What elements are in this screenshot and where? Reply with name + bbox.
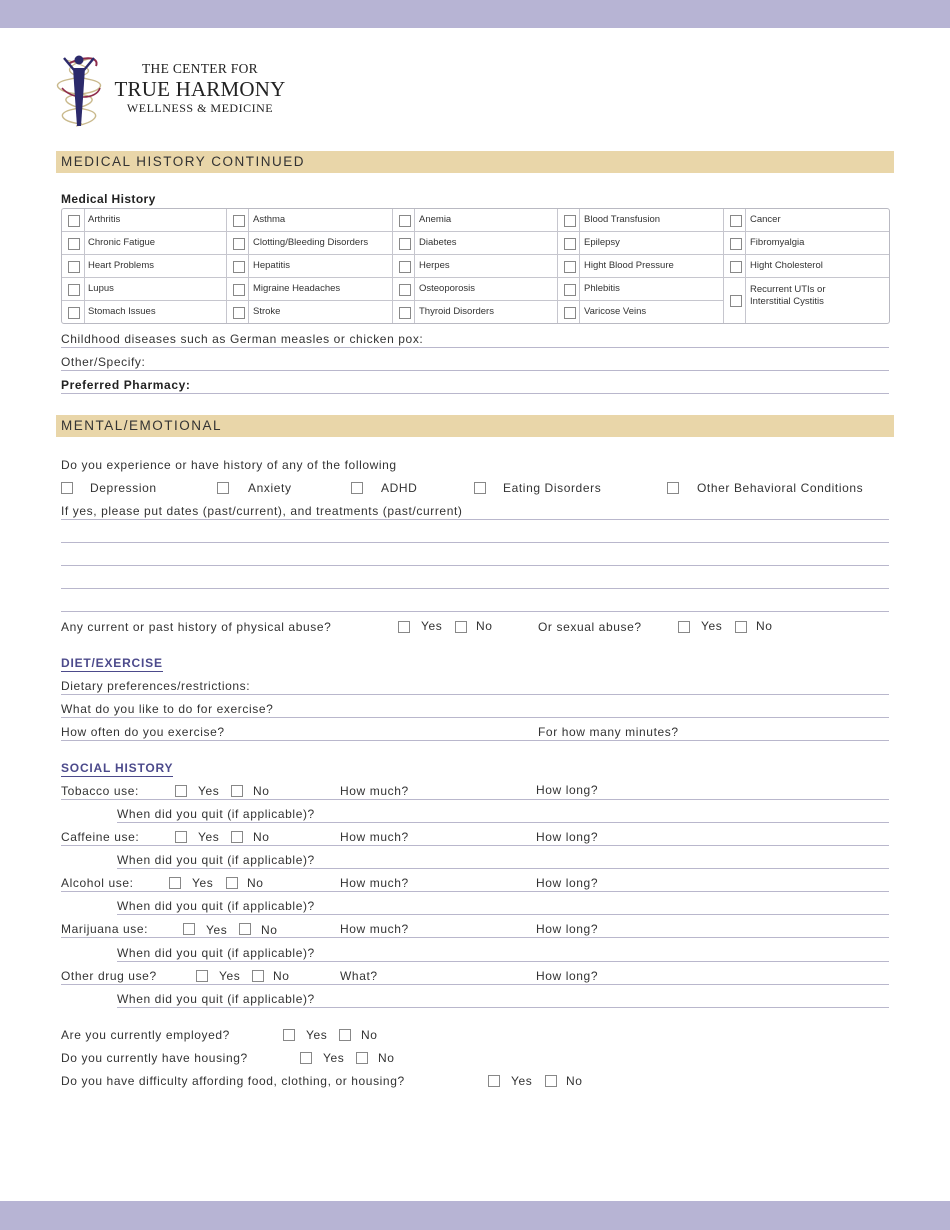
checkbox[interactable]: [399, 261, 411, 273]
alcohol-label: Alcohol use:: [61, 876, 134, 890]
alcohol-yes-checkbox[interactable]: [169, 877, 181, 889]
condition-stomach-issues: Stomach Issues: [62, 301, 226, 324]
bottom-bar: [0, 1201, 950, 1230]
option-anxiety: Anxiety: [248, 481, 292, 495]
checkbox[interactable]: [564, 284, 576, 296]
condition-lupus: Lupus: [62, 278, 226, 301]
other-drug-what: What?: [340, 969, 378, 983]
checkbox[interactable]: [68, 238, 80, 250]
option-other-behavioral: Other Behavioral Conditions: [697, 481, 864, 495]
condition-arthritis: Arthritis: [62, 209, 226, 232]
caffeine-quit-label: When did you quit (if applicable)?: [117, 853, 315, 867]
condition-heart-problems: Heart Problems: [62, 255, 226, 278]
checkbox[interactable]: [730, 215, 742, 227]
tobacco-how-much: How much?: [340, 784, 409, 798]
afford-no-checkbox[interactable]: [545, 1075, 557, 1087]
condition-stroke: Stroke: [227, 301, 392, 324]
caffeine-how-much: How much?: [340, 830, 409, 844]
condition-blood-transfusion: Blood Transfusion: [558, 209, 723, 232]
tobacco-quit-label: When did you quit (if applicable)?: [117, 807, 315, 821]
physical-abuse-question: Any current or past history of physical abuse?: [61, 620, 332, 634]
checkbox[interactable]: [233, 307, 245, 319]
checkbox[interactable]: [233, 215, 245, 227]
marijuana-no-checkbox[interactable]: [239, 923, 251, 935]
afford-yes-label: Yes: [511, 1074, 533, 1088]
alcohol-yes-label: Yes: [192, 876, 214, 890]
physical-abuse-no-label: No: [476, 619, 493, 633]
condition-fibromyalgia: Fibromyalgia: [724, 232, 889, 255]
other-drug-yes-label: Yes: [219, 969, 241, 983]
dietary-field[interactable]: [61, 694, 889, 695]
section-title-medical: MEDICAL HISTORY CONTINUED: [61, 154, 306, 169]
alcohol-quit-label: When did you quit (if applicable)?: [117, 899, 315, 913]
housing-yes-checkbox[interactable]: [300, 1052, 312, 1064]
checkbox-other-behavioral[interactable]: [667, 482, 679, 494]
caffeine-label: Caffeine use:: [61, 830, 140, 844]
checkbox[interactable]: [68, 215, 80, 227]
alcohol-field[interactable]: [61, 891, 889, 892]
condition-osteoporosis: Osteoporosis: [393, 278, 557, 301]
other-drug-quit-field[interactable]: [117, 1007, 889, 1008]
tobacco-yes-label: Yes: [198, 784, 220, 798]
caffeine-how-long: How long?: [536, 830, 599, 844]
caffeine-yes-checkbox[interactable]: [175, 831, 187, 843]
marijuana-yes-checkbox[interactable]: [183, 923, 195, 935]
marijuana-how-long: How long?: [536, 922, 599, 936]
minutes-label: For how many minutes?: [538, 725, 679, 739]
alcohol-quit-field[interactable]: [117, 914, 889, 915]
preferred-pharmacy-field[interactable]: [61, 393, 889, 394]
other-specify-label: Other/Specify:: [61, 355, 146, 369]
medical-history-table: [61, 208, 890, 324]
section-band-mental: [56, 415, 894, 437]
tobacco-how-long: How long?: [536, 783, 599, 797]
condition-herpes: Herpes: [393, 255, 557, 278]
sexual-abuse-yes-label: Yes: [701, 619, 723, 633]
alcohol-how-long: How long?: [536, 876, 599, 890]
checkbox[interactable]: [68, 261, 80, 273]
logo-line-3: WELLNESS & MEDICINE: [126, 101, 274, 115]
condition-thyroid: Thyroid Disorders: [393, 301, 557, 324]
afford-yes-checkbox[interactable]: [488, 1075, 500, 1087]
option-depression: Depression: [90, 481, 157, 495]
other-drug-yes-checkbox[interactable]: [196, 970, 208, 982]
condition-cancer: Cancer: [724, 209, 889, 232]
caffeine-field[interactable]: [61, 845, 889, 846]
checkbox[interactable]: [564, 215, 576, 227]
checkbox[interactable]: [233, 284, 245, 296]
if-yes-label: If yes, please put dates (past/current), and treatments (past/current): [61, 504, 463, 518]
checkbox[interactable]: [564, 261, 576, 273]
social-history-heading: SOCIAL HISTORY: [61, 761, 174, 775]
housing-no-label: No: [378, 1051, 395, 1065]
marijuana-quit-label: When did you quit (if applicable)?: [117, 946, 315, 960]
tobacco-no-label: No: [253, 784, 270, 798]
how-often-label: How often do you exercise?: [61, 725, 225, 739]
marijuana-yes-label: Yes: [206, 923, 228, 937]
condition-high-blood-pressure: Hight Blood Pressure: [558, 255, 723, 278]
sexual-abuse-question: Or sexual abuse?: [538, 620, 642, 634]
checkbox-eating-disorders[interactable]: [474, 482, 486, 494]
condition-chronic-fatigue: Chronic Fatigue: [62, 232, 226, 255]
alcohol-how-much: How much?: [340, 876, 409, 890]
option-eating-disorders: Eating Disorders: [503, 481, 602, 495]
condition-high-cholesterol: Hight Cholesterol: [724, 255, 889, 278]
logo-line-2: TRUE HARMONY: [114, 77, 286, 101]
exercise-frequency-field[interactable]: [61, 740, 889, 741]
afford-no-label: No: [566, 1074, 583, 1088]
logo-line-1: THE CENTER FOR: [142, 61, 258, 76]
checkbox[interactable]: [233, 238, 245, 250]
checkbox[interactable]: [233, 261, 245, 273]
alcohol-no-checkbox[interactable]: [226, 877, 238, 889]
other-drug-how-long: How long?: [536, 969, 599, 983]
treatment-line-5[interactable]: [61, 611, 889, 612]
treatment-line-2[interactable]: [61, 542, 889, 543]
housing-question: Do you currently have housing?: [61, 1051, 248, 1065]
employed-question: Are you currently employed?: [61, 1028, 230, 1042]
exercise-label: What do you like to do for exercise?: [61, 702, 274, 716]
other-drug-quit-label: When did you quit (if applicable)?: [117, 992, 315, 1006]
afford-question: Do you have difficulty affording food, clothing, or housing?: [61, 1074, 405, 1088]
marijuana-label: Marijuana use:: [61, 922, 149, 936]
marijuana-field[interactable]: [61, 937, 889, 938]
sexual-abuse-no-checkbox[interactable]: [735, 621, 747, 633]
checkbox[interactable]: [564, 307, 576, 319]
option-adhd: ADHD: [381, 481, 418, 495]
marijuana-no-label: No: [261, 923, 278, 937]
caffeine-yes-label: Yes: [198, 830, 220, 844]
checkbox[interactable]: [730, 295, 742, 307]
physical-abuse-yes-label: Yes: [421, 619, 443, 633]
other-drug-no-label: No: [273, 969, 290, 983]
treatment-line-3[interactable]: [61, 565, 889, 566]
condition-recurrent-utis: Recurrent UTIs or Interstitial Cystitis: [724, 278, 889, 323]
diet-exercise-heading: DIET/EXERCISE: [61, 656, 163, 670]
employed-yes-checkbox[interactable]: [283, 1029, 295, 1041]
condition-clotting: Clotting/Bleeding Disorders: [227, 232, 392, 255]
condition-varicose-veins: Varicose Veins: [558, 301, 723, 324]
condition-anemia: Anemia: [393, 209, 557, 232]
housing-yes-label: Yes: [323, 1051, 345, 1065]
tobacco-label: Tobacco use:: [61, 784, 139, 798]
housing-no-checkbox[interactable]: [356, 1052, 368, 1064]
condition-asthma: Asthma: [227, 209, 392, 232]
checkbox[interactable]: [730, 261, 742, 273]
other-drug-label: Other drug use?: [61, 969, 157, 983]
checkbox[interactable]: [68, 284, 80, 296]
checkbox-adhd[interactable]: [351, 482, 363, 494]
sexual-abuse-yes-checkbox[interactable]: [678, 621, 690, 633]
sexual-abuse-no-label: No: [756, 619, 773, 633]
condition-migraine: Migraine Headaches: [227, 278, 392, 301]
exercise-field[interactable]: [61, 717, 889, 718]
checkbox[interactable]: [564, 238, 576, 250]
other-specify-field[interactable]: [61, 370, 889, 371]
other-drug-no-checkbox[interactable]: [252, 970, 264, 982]
caffeine-no-checkbox[interactable]: [231, 831, 243, 843]
checkbox[interactable]: [399, 284, 411, 296]
caffeine-no-label: No: [253, 830, 270, 844]
section-band-medical: [56, 151, 894, 173]
tobacco-yes-checkbox[interactable]: [175, 785, 187, 797]
dietary-label: Dietary preferences/restrictions:: [61, 679, 251, 693]
employed-yes-label: Yes: [306, 1028, 328, 1042]
checkbox[interactable]: [399, 307, 411, 319]
condition-diabetes: Diabetes: [393, 232, 557, 255]
employed-no-checkbox[interactable]: [339, 1029, 351, 1041]
checkbox-depression[interactable]: [61, 482, 73, 494]
physical-abuse-yes-checkbox[interactable]: [398, 621, 410, 633]
marijuana-quit-field[interactable]: [117, 961, 889, 962]
logo-wordmark: [105, 61, 295, 116]
section-title-mental: MENTAL/EMOTIONAL: [61, 418, 223, 433]
preferred-pharmacy-label: Preferred Pharmacy:: [61, 378, 191, 392]
tobacco-quit-field[interactable]: [117, 822, 889, 823]
checkbox[interactable]: [399, 238, 411, 250]
treatment-line-4[interactable]: [61, 588, 889, 589]
checkbox[interactable]: [730, 238, 742, 250]
tobacco-no-checkbox[interactable]: [231, 785, 243, 797]
employed-no-label: No: [361, 1028, 378, 1042]
alcohol-no-label: No: [247, 876, 264, 890]
marijuana-how-much: How much?: [340, 922, 409, 936]
caffeine-quit-field[interactable]: [117, 868, 889, 869]
childhood-diseases-label: Childhood diseases such as German measles or chicken pox:: [61, 332, 424, 346]
top-bar: [0, 0, 950, 28]
tobacco-field[interactable]: [61, 799, 889, 800]
checkbox[interactable]: [68, 307, 80, 319]
treatment-line-1[interactable]: [61, 519, 889, 520]
condition-hepatitis: Hepatitis: [227, 255, 392, 278]
other-drug-field[interactable]: [61, 984, 889, 985]
checkbox-anxiety[interactable]: [217, 482, 229, 494]
physical-abuse-no-checkbox[interactable]: [455, 621, 467, 633]
medical-history-title: Medical History: [61, 192, 156, 206]
mental-question: Do you experience or have history of any of the following: [61, 458, 397, 472]
condition-epilepsy: Epilepsy: [558, 232, 723, 255]
condition-phlebitis: Phlebitis: [558, 278, 723, 301]
childhood-diseases-field[interactable]: [61, 347, 889, 348]
checkbox[interactable]: [399, 215, 411, 227]
